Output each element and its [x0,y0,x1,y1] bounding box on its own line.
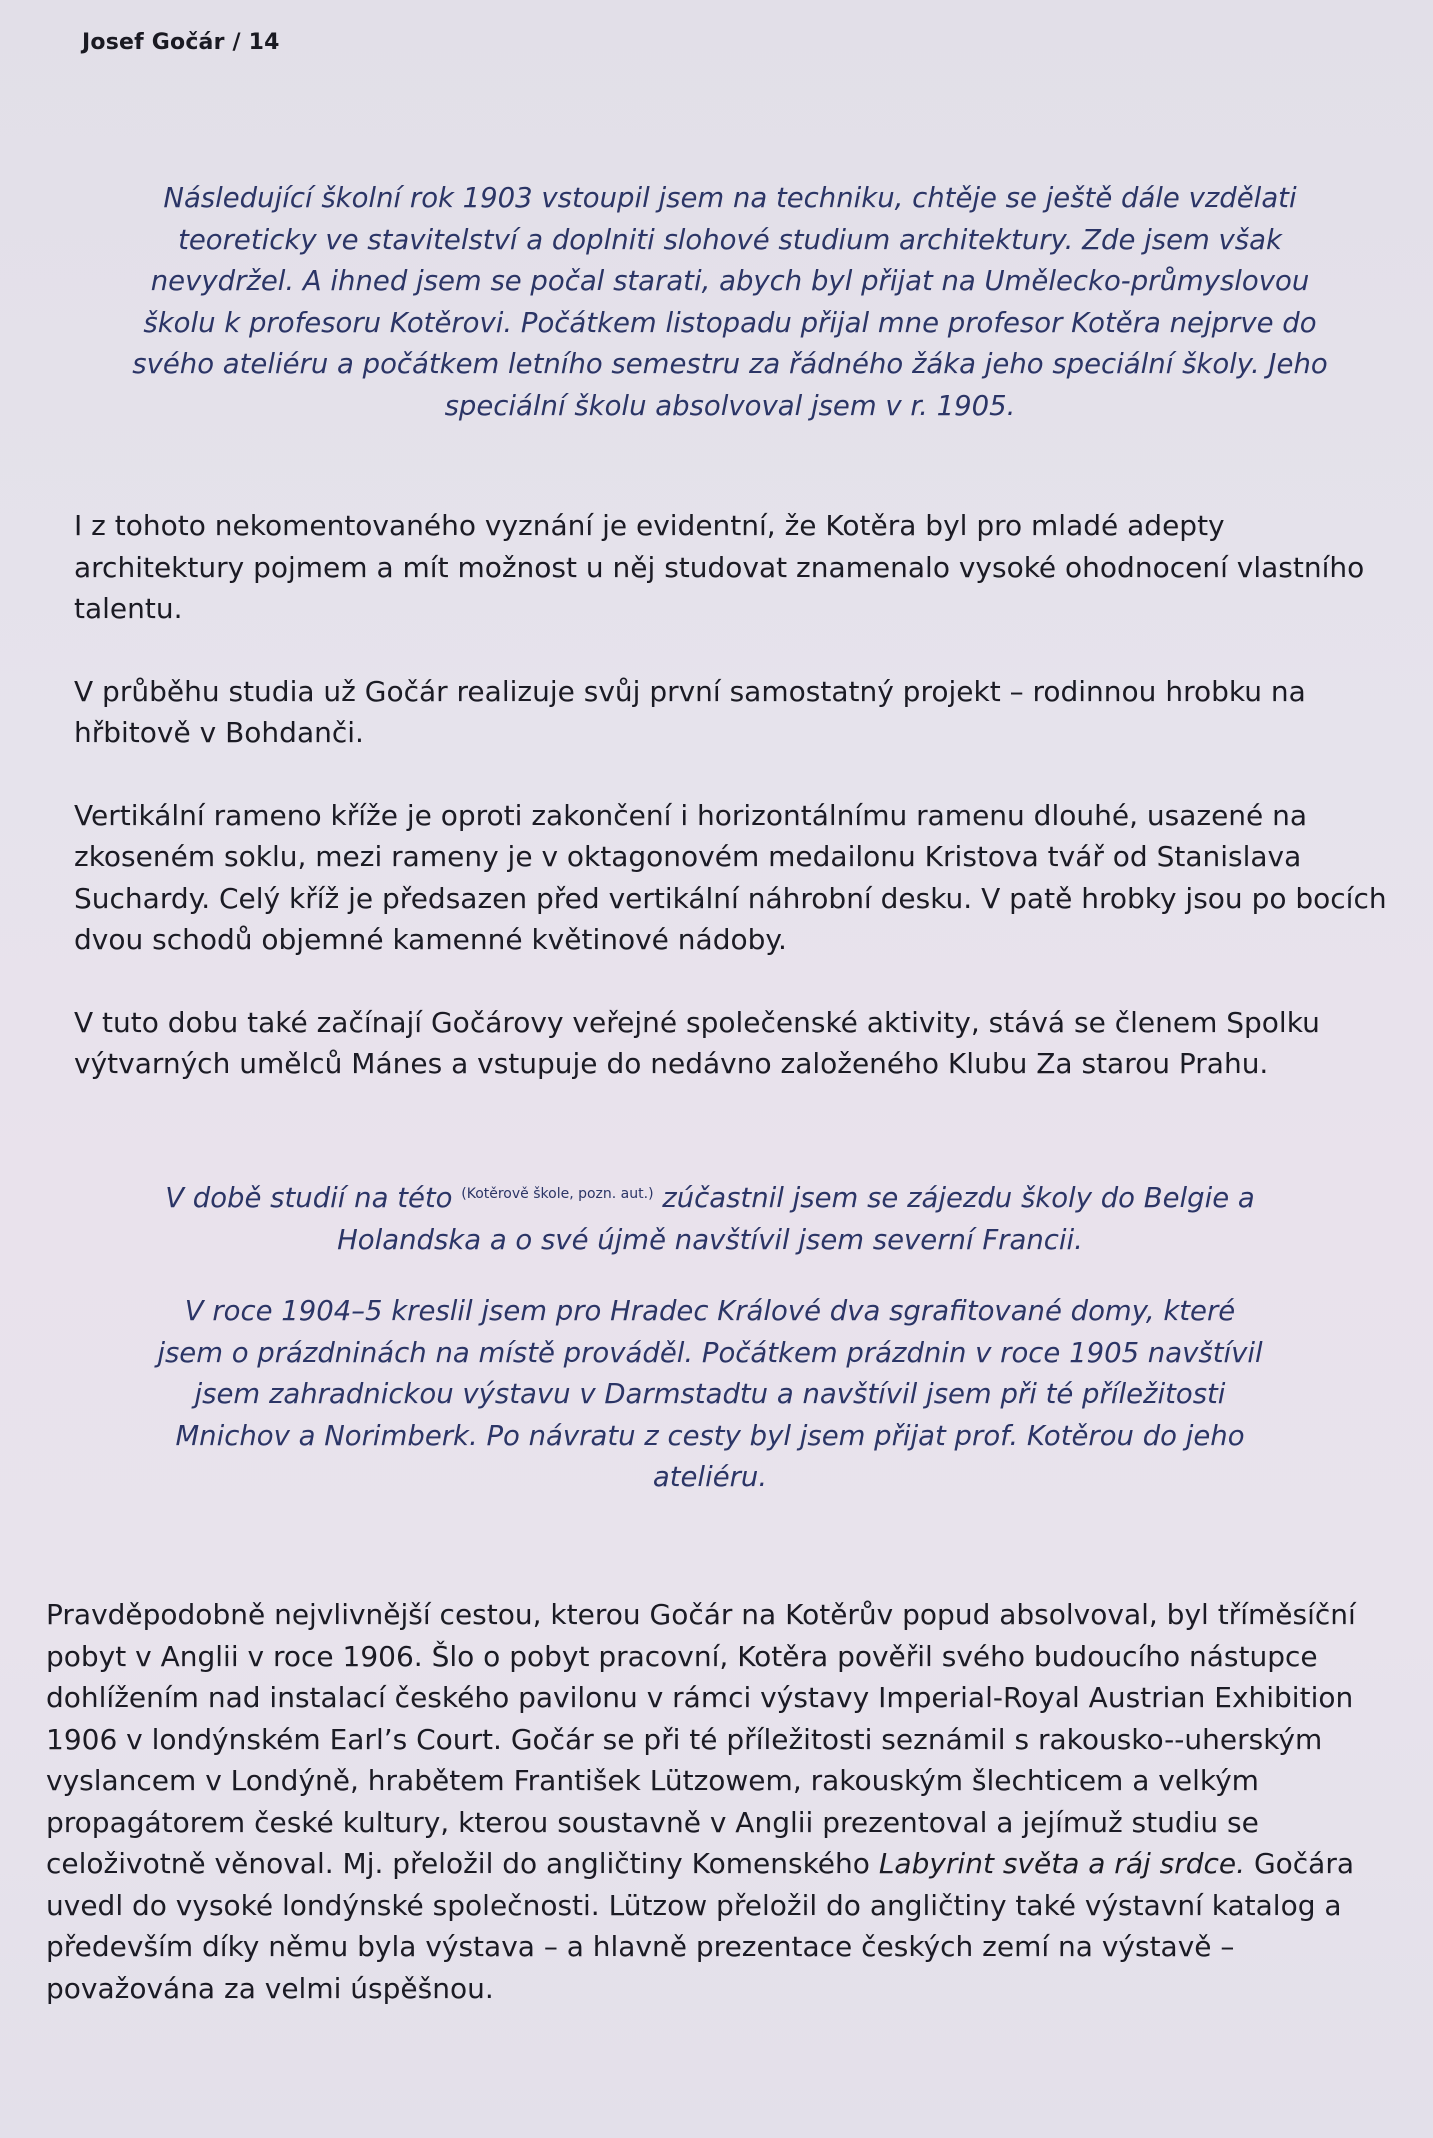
quote-block-1 [130,178,1330,427]
quote-block-2 [150,1174,1270,1499]
quote-2-paragraph-travel [150,1174,1270,1261]
paragraph-first-project: V průběhu studia už Gočár realizuje svůj první samostatný projekt – rodinnou hrobku na hřbitově v Bohdanči. [74,674,1306,749]
england-text-start: Pravděpodobně nejvlivnější cestou, kterou Gočár na Kotěrův popud absolvoval, byl tříměsíční pobyt v Anglii v roce 1906. Šlo o pobyt pracovní, Kotěra pověřil svého budoucího nástupce dohlížením nad instalací českého pavilonu v rámci výstavy Imperial-Royal Austrian Exhibition 1906 v londýnském Earl’s Court. Gočár se při té příležitosti seznámil s rakousko--uherským vyslancem v Londýně, hrabětem František Lützowem, rakouským šlechticem a velkým propagátorem české kultury, kterou soustavně v Anglii prezentoval a jejímuž studiu se celoživotně věnoval. Mj. přeložil do angličtiny Komenského [46,1598,1356,1880]
paragraph-cross-description: Vertikální rameno kříže je oproti zakončení i horizontálnímu ramenu dlouhé, usazené na zkoseném soklu, mezi rameny je v oktagonovém medailonu Kristova tvář od Stanislava Suchardy. Celý kříž je předsazen před vertikální náhrobní desku. V patě hrobky jsou po bocích dvou schodů objemné kamenné květinové nádoby. [74,798,1387,956]
quote-2-paragraph-sgraffito: V roce 1904–5 kreslil jsem pro Hradec Králové dva sgrafitované domy, které jsem o prázdninách na místě prováděl. Počátkem prázdnin v roce 1905 navštívil jsem zahradnickou výstavu v Darmstadtu a navštívil jsem při té příležitosti Mnichov a Norimberk. Po návratu z cesty byl jsem přijat prof. Kotěrou do jeho ateliéru. [157,1295,1263,1493]
quote-1-text: Následující školní rok 1903 vstoupil jsem na techniku, chtěje se ještě dále vzdělati teoreticky ve stavitelství a doplniti slohové studium architektury. Zde jsem však nevydržel. A ihned jsem se počal starati, abych byl přijat na Umělecko-průmyslovou školu k profesoru Kotěrovi. Počátkem listopadu přijal mne profesor Kotěra nejprve do svého ateliéru a počátkem letního semestru za řádného žáka jeho speciální školy. Jeho speciální školu absolvoval jsem v r. 1905. [132,182,1328,422]
book-title: Labyrint světa a ráj srdce. [878,1847,1246,1880]
paragraph-social-activities: V tuto dobu také začínají Gočárovy veřejné společenské aktivity, stává se členem Spolku výtvarných umělců Mánes a vstupuje do nedávno založeného Klubu Za starou Prahu. [74,1005,1320,1080]
quote-2-text-end: zúčastnil jsem se zájezdu školy do Belgie a Holandska a o své újmě navštívil jsem severní Francii. [337,1182,1255,1256]
quote-2-text-start: V době studií na této [165,1182,462,1214]
paragraph-england-trip [46,1594,1366,2009]
editor-note: (Kotěrově škole, pozn. aut.) [461,1186,654,1202]
body-text-section-1 [74,505,1394,1126]
england-text-end: Gočára uvedl do vysoké londýnské společnosti. Lützow přeložil do angličtiny také výstavní katalog a především díky němu byla výstava – a hlavně prezentace českých zemí na výstavě – považována za velmi úspěšnou. [46,1847,1355,2005]
body-text-section-2 [46,1594,1366,2009]
running-header: Josef Gočár / 14 [82,30,280,55]
paragraph-kotera-reputation: I z tohoto nekomentovaného vyznání je evidentní, že Kotěra byl pro mladé adepty architektury pojmem a mít možnost u něj studovat znamenalo vysoké ohodnocení vlastního talentu. [74,509,1365,625]
